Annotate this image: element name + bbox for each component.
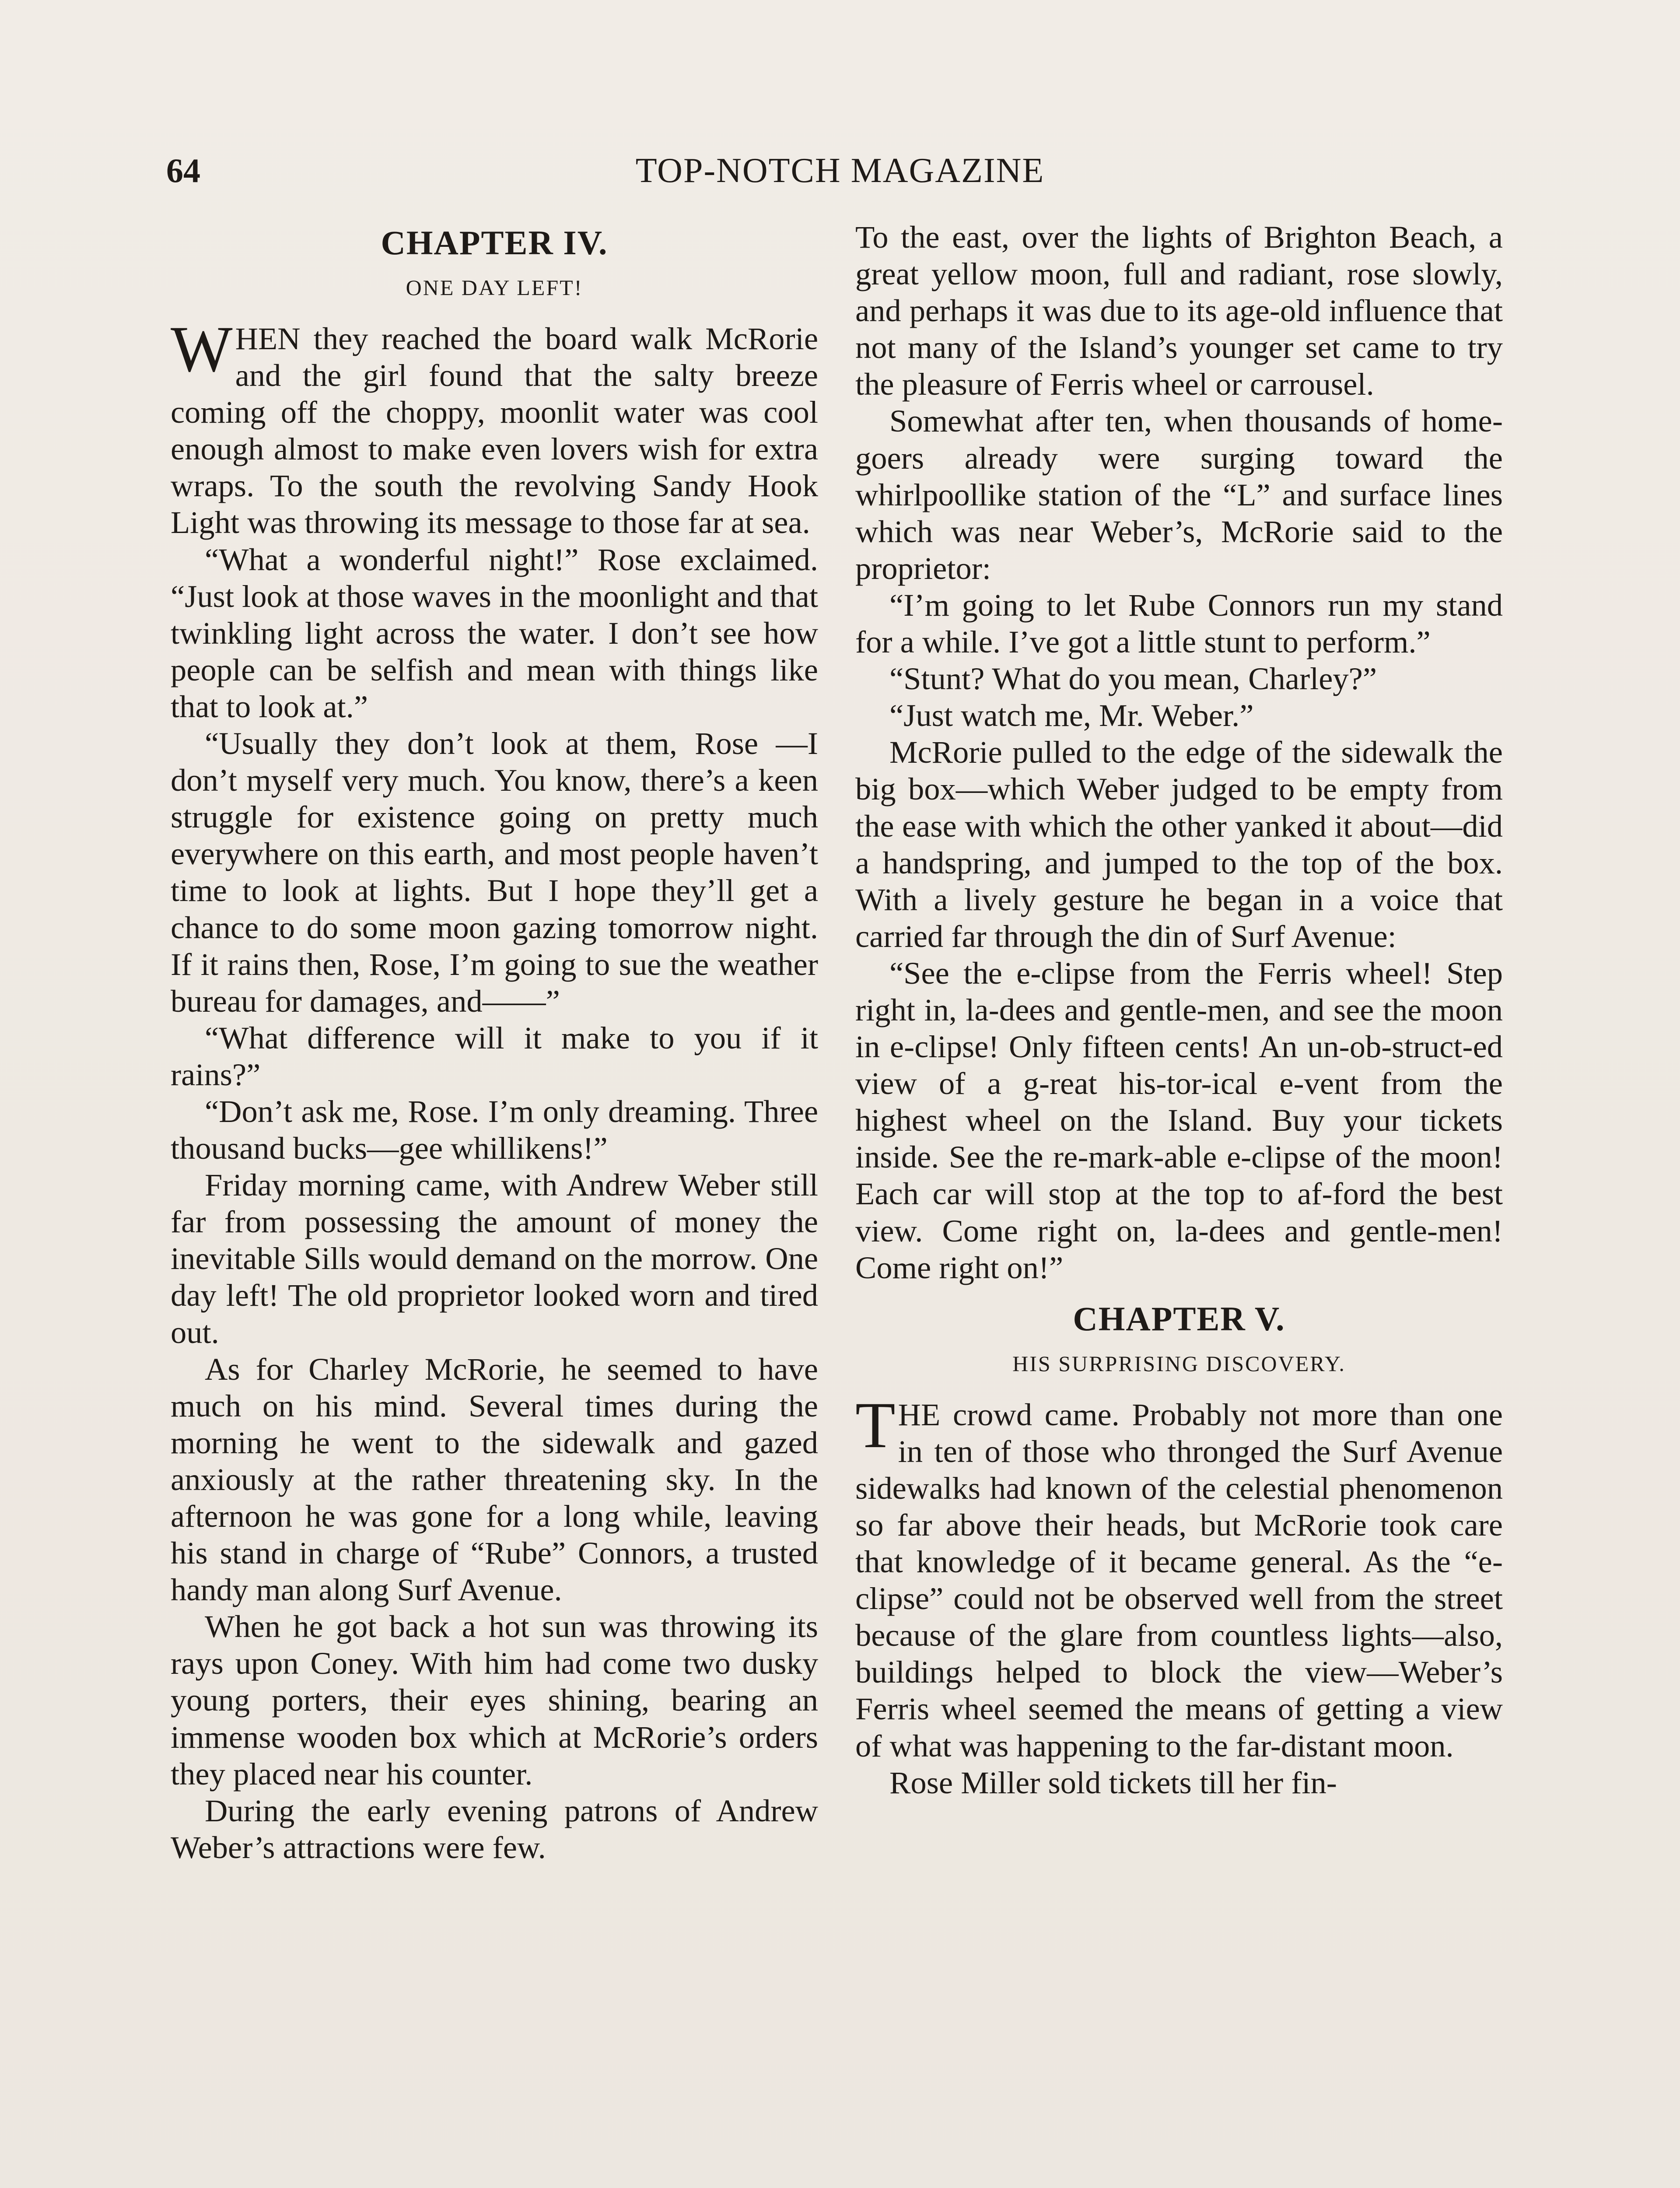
- paragraph: “See the e-clipse from the Ferris wheel! Step right in, la-dees and gentle-men, and see the moon in e-clipse! Only fifteen cents! An un-ob-struct-ed view of a g-reat his-tor-ical e-vent from the highest wheel on the Island. Buy your tickets inside. See the re-mark-able e-clipse of the moon! Each car will stop at the top to af-ford the best view. Come right on, la-dees and gentle-men! Come right on!”: [855, 955, 1503, 1285]
- paragraph-text: HE crowd came. Probably not more than one in ten of those who thronged the Surf Avenue sidewalks had known of the celestial phenomenon so far above their heads, but McRorie took care that knowledge of it became general. As the “e-clipse” could not be observed well from the street because of the glare from countless lights—also, buildings helped to block the view—Weber’s Ferris wheel seemed the means of getting a view of what was happening to the far-distant moon.: [855, 1396, 1503, 1764]
- paragraph: “Don’t ask me, Rose. I’m only dreaming. Three thousand bucks—gee whillikens!”: [171, 1093, 818, 1166]
- running-head: TOP-NOTCH MAGAZINE: [635, 151, 1045, 190]
- paragraph: Friday morning came, with Andrew Weber still far from possessing the amount of money the inevitable Sills would demand on the morrow. One day left! The old proprietor looked worn and tired out.: [171, 1167, 818, 1350]
- right-column: [855, 219, 1503, 2188]
- paragraph: “I’m going to let Rube Connors run my stand for a while. I’ve got a little stunt to perform.”: [855, 587, 1503, 660]
- paragraph: When he got back a hot sun was throwing its rays upon Coney. With him had come two dusky young porters, their eyes shining, bearing an immense wooden box which at McRorie’s orders they placed near his counter.: [171, 1609, 818, 1792]
- drop-cap: T: [855, 1389, 896, 1462]
- paragraph: “What a wonderful night!” Rose exclaimed. “Just look at those waves in the moonlight and that twinkling light across the water. I don’t see how people can be selfish and mean with things like that to look at.”: [171, 541, 818, 724]
- paragraph: [171, 313, 818, 541]
- paragraph: “Just watch me, Mr. Weber.”: [889, 698, 1254, 733]
- paragraph: As for Charley McRorie, he seemed to have much on his mind. Several times during the morning he went to the sidewalk and gazed anxiously at the rather threatening sky. In the afternoon he was gone for a long while, leaving his stand in charge of “Rube” Connors, a trusted handy man along Surf Avenue.: [171, 1351, 818, 1608]
- chapter-subtitle: HIS SURPRISING DISCOVERY.: [1012, 1351, 1346, 1376]
- drop-cap: W: [171, 313, 233, 386]
- page-header: [166, 144, 1514, 197]
- paragraph: “Usually they don’t look at them, Rose —I don’t myself very much. You know, there’s a keen struggle for existence going on pretty much everywhere on this earth, and most people haven’t time to look at lights. But I hope they’ll get a chance to do some moon gazing tomorrow night. If it rains then, Rose, I’m going to sue the weather bureau for damages, and——”: [171, 726, 818, 1019]
- paragraph: “Stunt? What do you mean, Charley?”: [889, 661, 1377, 697]
- paragraph: During the early evening patrons of Andrew Weber’s attractions were few.: [171, 1792, 818, 1865]
- paragraph: “What difference will it make to you if it rains?”: [171, 1020, 818, 1092]
- page-number: 64: [166, 151, 200, 189]
- paragraph: McRorie pulled to the edge of the sidewalk the big box—which Weber judged to be empty from the ease with which the other yanked it about—did a handspring, and jumped to the top of the box. With a lively gesture he began in a voice that carried far through the din of Surf Avenue:: [855, 734, 1503, 954]
- left-column: [171, 219, 818, 2188]
- chapter-title: CHAPTER IV.: [381, 224, 608, 262]
- chapter-subtitle: ONE DAY LEFT!: [406, 275, 583, 300]
- paragraph-text: HEN they reached the board walk McRorie and the girl found that the salty breeze coming off the choppy, moonlit water was cool enough almost to make even lovers wish for extra wraps. To the south the revolving Sandy Hook Light was throwing its message to those far at sea.: [171, 321, 818, 540]
- paragraph: Somewhat after ten, when thousands of home-goers already were surging toward the whirlpoollike station of the “L” and surface lines which was near Weber’s, McRorie said to the proprietor:: [855, 403, 1503, 586]
- paragraph: To the east, over the lights of Brighton Beach, a great yellow moon, full and radiant, rose slowly, and perhaps it was due to its age-old influence that not many of the Island’s younger set came to try the pleasure of Ferris wheel or carrousel.: [855, 219, 1503, 402]
- paragraph: [855, 1389, 1503, 1764]
- paragraph: Rose Miller sold tickets till her fin-: [889, 1764, 1337, 1800]
- chapter-title: CHAPTER V.: [1073, 1299, 1285, 1338]
